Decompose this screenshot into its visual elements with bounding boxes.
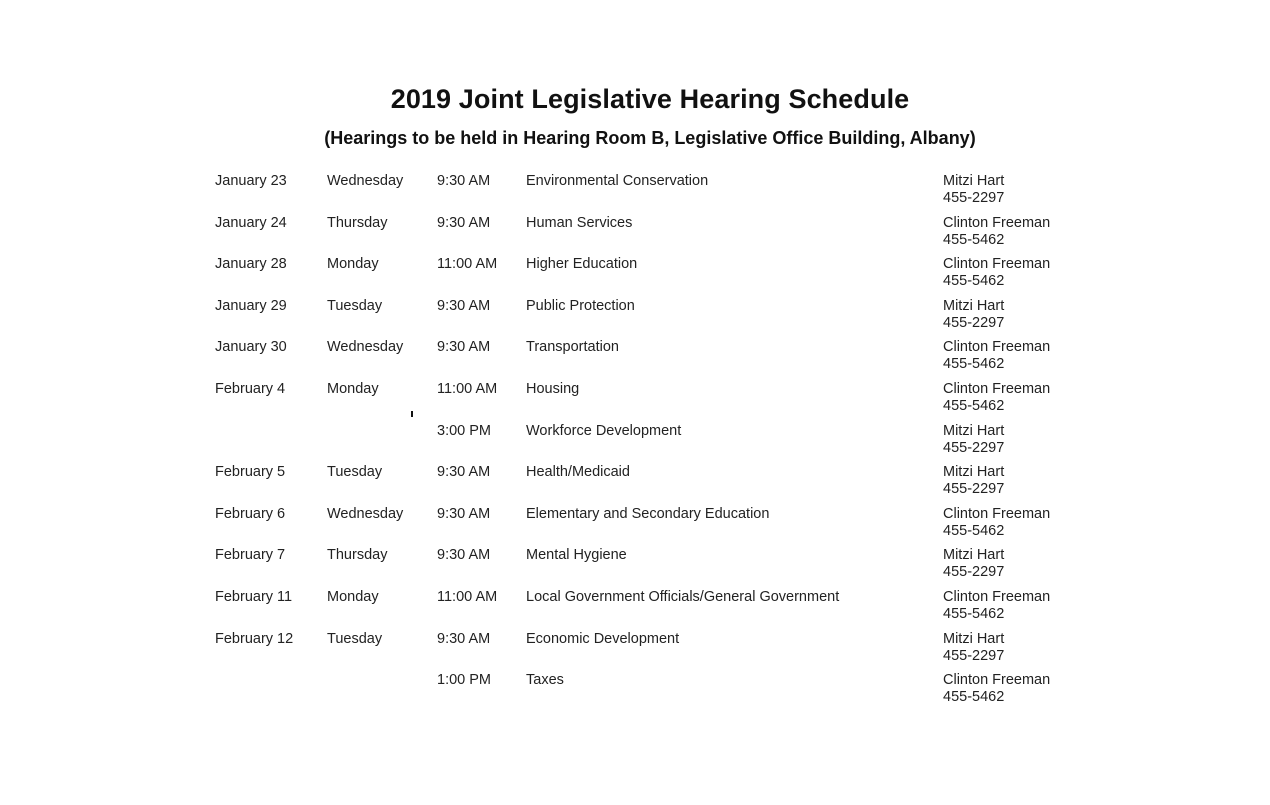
contact-name: Mitzi Hart [943, 547, 1005, 564]
hearing-contact [943, 256, 1050, 290]
hearing-date: February 11 [215, 588, 293, 605]
contact-phone: 455-5462 [943, 356, 1005, 373]
hearing-topic: Higher Education [526, 256, 638, 273]
hearing-time: 11:00 AM [437, 380, 498, 397]
contact-phone: 455-5462 [943, 231, 1005, 248]
hearing-day: Thursday [327, 547, 388, 564]
hearing-contact [943, 339, 1050, 373]
hearing-time: 11:00 AM [437, 256, 498, 273]
contact-name: Mitzi Hart [943, 297, 1005, 314]
hearing-day: Wednesday [327, 339, 404, 356]
hearing-contact [943, 423, 1004, 457]
hearing-time: 9:30 AM [437, 464, 491, 481]
schedule-row [215, 631, 1115, 673]
hearing-day: Monday [327, 380, 379, 397]
hearing-day: Tuesday [327, 297, 383, 314]
contact-name: Clinton Freeman [943, 214, 1051, 231]
contact-phone: 455-2297 [943, 190, 1005, 206]
contact-phone: 455-5462 [943, 273, 1005, 290]
hearing-time: 11:00 AM [437, 588, 498, 605]
contact-phone: 455-2297 [943, 439, 1005, 456]
hearing-day: Wednesday [327, 505, 404, 522]
hearing-contact [943, 547, 1004, 581]
hearing-topic: Taxes [526, 672, 564, 689]
contact-name: Clinton Freeman [943, 672, 1051, 689]
hearing-contact [943, 631, 1004, 665]
hearing-topic: Health/Medicaid [526, 464, 630, 481]
schedule-row [215, 339, 1115, 381]
schedule-row [215, 589, 1115, 631]
contact-phone: 455-5462 [943, 522, 1005, 539]
hearing-topic: Human Services [526, 214, 633, 231]
contact-phone: 455-5462 [943, 397, 1005, 414]
hearing-time: 9:30 AM [437, 339, 491, 356]
hearing-topic: Local Government Officials/General Government [526, 588, 840, 605]
hearing-topic: Mental Hygiene [526, 547, 627, 564]
schedule-row [215, 381, 1115, 423]
hearing-contact [943, 672, 1050, 706]
hearing-time: 9:30 AM [437, 547, 491, 564]
contact-phone: 455-5462 [943, 689, 1005, 706]
hearing-date: January 29 [215, 297, 287, 314]
contact-phone: 455-2297 [943, 481, 1005, 498]
schedule-row [215, 672, 1115, 714]
contact-name: Clinton Freeman [943, 339, 1051, 356]
contact-phone: 455-2297 [943, 647, 1005, 664]
schedule-row [215, 506, 1115, 548]
hearing-day: Tuesday [327, 464, 383, 481]
hearing-date: February 4 [215, 380, 286, 397]
schedule-row [215, 464, 1115, 506]
hearing-date: January 23 [215, 173, 287, 189]
hearing-contact [943, 173, 1004, 207]
hearing-date: February 5 [215, 464, 286, 481]
hearing-time: 9:30 AM [437, 505, 491, 522]
hearing-contact [943, 589, 1050, 623]
hearing-time: 3:00 PM [437, 422, 491, 439]
hearing-time: 9:30 AM [437, 214, 491, 231]
contact-name: Clinton Freeman [943, 588, 1051, 605]
contact-name: Clinton Freeman [943, 505, 1051, 522]
contact-phone: 455-5462 [943, 605, 1005, 622]
hearing-topic: Environmental Conservation [526, 173, 709, 189]
hearing-date: January 28 [215, 256, 287, 273]
contact-name: Mitzi Hart [943, 464, 1005, 481]
schedule-row [215, 173, 1115, 215]
schedule-row [215, 256, 1115, 298]
hearing-time: 1:00 PM [437, 672, 491, 689]
contact-name: Mitzi Hart [943, 173, 1005, 189]
hearing-day: Monday [327, 588, 379, 605]
hearing-time: 9:30 AM [437, 297, 491, 314]
hearing-contact [943, 506, 1050, 540]
hearing-date: January 24 [215, 214, 287, 231]
hearing-topic: Elementary and Secondary Education [526, 505, 770, 522]
hearing-date: February 12 [215, 630, 294, 647]
contact-name: Clinton Freeman [943, 380, 1051, 397]
hearing-contact [943, 298, 1004, 332]
hearing-topic: Economic Development [526, 630, 680, 647]
hearing-topic: Transportation [526, 339, 619, 356]
contact-name: Clinton Freeman [943, 256, 1051, 273]
hearing-schedule-table [215, 173, 1115, 714]
hearing-day: Tuesday [327, 630, 383, 647]
hearing-day: Monday [327, 256, 379, 273]
stray-scan-mark [411, 411, 413, 417]
schedule-row [215, 547, 1115, 589]
schedule-row [215, 423, 1115, 465]
contact-phone: 455-2297 [943, 564, 1005, 581]
hearing-date: February 7 [215, 547, 286, 564]
hearing-contact [943, 381, 1050, 415]
hearing-time: 9:30 AM [437, 173, 491, 189]
hearing-date: January 30 [215, 339, 287, 356]
document-title: 2019 Joint Legislative Hearing Schedule [390, 84, 910, 114]
hearing-time: 9:30 AM [437, 630, 491, 647]
hearing-topic: Public Protection [526, 297, 635, 314]
schedule-row [215, 215, 1115, 257]
hearing-topic: Workforce Development [526, 422, 682, 439]
document-subtitle: (Hearings to be held in Hearing Room B, Legislative Office Building, Albany) [324, 128, 976, 148]
hearing-day: Wednesday [327, 173, 404, 189]
hearing-day: Thursday [327, 214, 388, 231]
contact-phone: 455-2297 [943, 314, 1005, 331]
schedule-row [215, 298, 1115, 340]
contact-name: Mitzi Hart [943, 422, 1005, 439]
hearing-contact [943, 215, 1050, 249]
contact-name: Mitzi Hart [943, 630, 1005, 647]
hearing-topic: Housing [526, 380, 580, 397]
hearing-contact [943, 464, 1004, 498]
hearing-date: February 6 [215, 505, 286, 522]
